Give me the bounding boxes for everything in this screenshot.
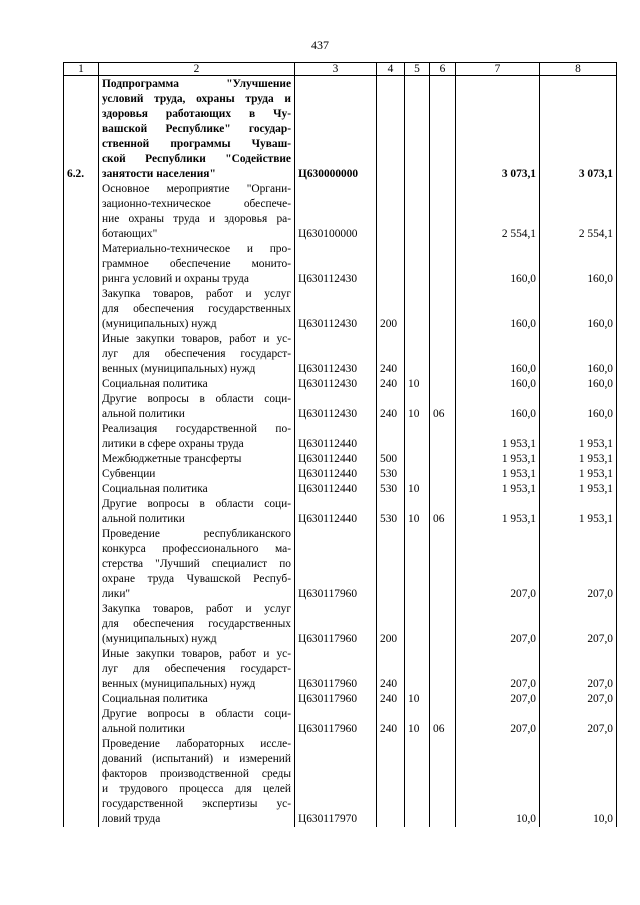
- amount-col7: 1 953,1: [456, 422, 540, 452]
- row-name-line: здоровья работающих в Чу-: [102, 108, 291, 120]
- row-number: [64, 392, 99, 422]
- target-code: Ц630000000: [295, 76, 377, 183]
- subsection-code: [430, 76, 456, 183]
- expense-type: 500: [377, 452, 405, 467]
- row-name: [99, 482, 295, 497]
- amount-col7: 207,0: [456, 527, 540, 602]
- amount-col8: 2 554,1: [540, 182, 617, 242]
- row-number: [64, 497, 99, 527]
- row-name-line: стерства "Лучший специалист по: [102, 558, 291, 570]
- section-code: 10: [405, 482, 430, 497]
- amount-col8: 160,0: [540, 242, 617, 287]
- row-name-line: занятости населения": [102, 168, 216, 180]
- row-name-line: Закупка товаров, работ и услуг: [102, 603, 291, 615]
- row-name: [99, 332, 295, 377]
- column-header: 4: [377, 63, 405, 76]
- expense-type: 240: [377, 392, 405, 422]
- column-header: 2: [99, 63, 295, 76]
- amount-col8: 1 953,1: [540, 467, 617, 482]
- subsection-code: [430, 332, 456, 377]
- table-row: [64, 332, 617, 377]
- target-code: Ц630112430: [295, 377, 377, 392]
- subsection-code: [430, 647, 456, 692]
- row-name-line: ской Республики "Содействие: [102, 153, 291, 165]
- expense-type: [377, 422, 405, 452]
- row-name-line: Проведение республиканского: [102, 528, 291, 540]
- target-code: Ц630117960: [295, 707, 377, 737]
- row-name: [99, 497, 295, 527]
- amount-col7: 1 953,1: [456, 467, 540, 482]
- row-name-line: для обеспечения государственных: [102, 303, 291, 315]
- row-name: [99, 182, 295, 242]
- budget-table: [63, 62, 617, 827]
- row-number: [64, 452, 99, 467]
- target-code: Ц630112430: [295, 332, 377, 377]
- subsection-code: 06: [430, 497, 456, 527]
- section-code: 10: [405, 377, 430, 392]
- target-code: Ц630117960: [295, 527, 377, 602]
- row-number: [64, 707, 99, 737]
- expense-type: 530: [377, 467, 405, 482]
- amount-col8: 207,0: [540, 647, 617, 692]
- column-header: 7: [456, 63, 540, 76]
- amount-col8: 160,0: [540, 392, 617, 422]
- expense-type: 240: [377, 692, 405, 707]
- row-name-line: альной политики: [102, 513, 185, 525]
- row-name-line: условий труда, охраны труда и: [102, 93, 291, 105]
- expense-type: 240: [377, 707, 405, 737]
- row-name: [99, 737, 295, 827]
- section-code: [405, 76, 430, 183]
- amount-col7: 207,0: [456, 602, 540, 647]
- row-name: [99, 707, 295, 737]
- row-name-line: луг для обеспечения государст-: [102, 348, 291, 360]
- amount-col7: 10,0: [456, 737, 540, 827]
- row-name-line: лики": [102, 588, 131, 600]
- subsection-code: 06: [430, 392, 456, 422]
- expense-type: [377, 182, 405, 242]
- section-code: 10: [405, 497, 430, 527]
- section-code: [405, 182, 430, 242]
- table-row: [64, 242, 617, 287]
- amount-col7: 1 953,1: [456, 497, 540, 527]
- row-name: [99, 377, 295, 392]
- row-name-line: Социальная политика: [102, 693, 208, 705]
- expense-type: [377, 527, 405, 602]
- table-row: [64, 707, 617, 737]
- amount-col8: 207,0: [540, 692, 617, 707]
- amount-col8: 160,0: [540, 332, 617, 377]
- target-code: Ц630117960: [295, 602, 377, 647]
- row-name-line: Межбюджетные трансферты: [102, 453, 242, 465]
- subsection-code: 06: [430, 707, 456, 737]
- column-header: 5: [405, 63, 430, 76]
- row-name-line: и трудового процесса для целей: [102, 783, 291, 795]
- row-name-line: ботающих": [102, 228, 158, 240]
- row-name-line: ние охраны труда и здоровья ра-: [102, 213, 291, 225]
- amount-col8: 1 953,1: [540, 452, 617, 467]
- amount-col7: 207,0: [456, 707, 540, 737]
- amount-col7: 160,0: [456, 287, 540, 332]
- row-number: [64, 602, 99, 647]
- target-code: Ц630117960: [295, 692, 377, 707]
- subsection-code: [430, 422, 456, 452]
- row-number: [64, 692, 99, 707]
- row-name: [99, 602, 295, 647]
- expense-type: 200: [377, 602, 405, 647]
- amount-col8: 207,0: [540, 602, 617, 647]
- section-code: [405, 287, 430, 332]
- target-code: Ц630112430: [295, 392, 377, 422]
- row-name-line: Социальная политика: [102, 483, 208, 495]
- section-code: [405, 602, 430, 647]
- row-number: [64, 422, 99, 452]
- row-number: [64, 737, 99, 827]
- column-number-row: [64, 63, 617, 76]
- row-name-line: литики в сфере охраны труда: [102, 438, 244, 450]
- amount-col8: 3 073,1: [540, 76, 617, 183]
- row-name-line: альной политики: [102, 408, 185, 420]
- subsection-code: [430, 182, 456, 242]
- target-code: Ц630112440: [295, 467, 377, 482]
- target-code: Ц630112430: [295, 287, 377, 332]
- amount-col8: 160,0: [540, 287, 617, 332]
- row-name-line: конкурса профессионального ма-: [102, 543, 291, 555]
- section-code: 10: [405, 392, 430, 422]
- table-row: [64, 377, 617, 392]
- expense-type: 240: [377, 332, 405, 377]
- row-name-line: Материально-техническое и про-: [102, 243, 291, 255]
- row-name-line: (муниципальных) нужд: [102, 633, 217, 645]
- table-row: [64, 692, 617, 707]
- target-code: Ц630112440: [295, 482, 377, 497]
- amount-col8: 207,0: [540, 527, 617, 602]
- row-name-line: Подпрограмма "Улучшение: [102, 78, 291, 90]
- section-code: [405, 452, 430, 467]
- amount-col7: 1 953,1: [456, 482, 540, 497]
- row-name: [99, 647, 295, 692]
- row-name-line: Проведение лабораторных иссле-: [102, 738, 291, 750]
- section-code: [405, 242, 430, 287]
- expense-type: 200: [377, 287, 405, 332]
- amount-col8: 10,0: [540, 737, 617, 827]
- row-name-line: зационно-техническое обеспече-: [102, 198, 291, 210]
- target-code: Ц630100000: [295, 182, 377, 242]
- section-code: [405, 467, 430, 482]
- row-name-line: Субвенции: [102, 468, 156, 480]
- table-row: [64, 76, 617, 183]
- subsection-code: [430, 602, 456, 647]
- row-name-line: Социальная политика: [102, 378, 208, 390]
- table-row: [64, 647, 617, 692]
- table-row: [64, 467, 617, 482]
- row-name: [99, 242, 295, 287]
- row-name-line: ственной программы Чуваш-: [102, 138, 291, 150]
- row-number: [64, 527, 99, 602]
- column-header: 8: [540, 63, 617, 76]
- row-name-line: Основное мероприятие "Органи-: [102, 183, 291, 195]
- row-name: [99, 392, 295, 422]
- row-name-line: Иные закупки товаров, работ и ус-: [102, 333, 291, 345]
- row-name: [99, 467, 295, 482]
- row-name-line: Иные закупки товаров, работ и ус-: [102, 648, 291, 660]
- amount-col7: 160,0: [456, 377, 540, 392]
- subsection-code: [430, 377, 456, 392]
- expense-type: [377, 242, 405, 287]
- amount-col8: 160,0: [540, 377, 617, 392]
- target-code: Ц630117970: [295, 737, 377, 827]
- row-name-line: луг для обеспечения государст-: [102, 663, 291, 675]
- row-name-line: дований (испытаний) и измерений: [102, 753, 291, 765]
- table-row: [64, 287, 617, 332]
- target-code: Ц630117960: [295, 647, 377, 692]
- column-header: 3: [295, 63, 377, 76]
- expense-type: 240: [377, 377, 405, 392]
- amount-col7: 160,0: [456, 242, 540, 287]
- row-name-line: для обеспечения государственных: [102, 618, 291, 630]
- row-number: 6.2.: [64, 76, 99, 183]
- row-number: [64, 377, 99, 392]
- amount-col7: 3 073,1: [456, 76, 540, 183]
- expense-type: [377, 76, 405, 183]
- section-code: [405, 422, 430, 452]
- section-code: [405, 647, 430, 692]
- table-row: [64, 527, 617, 602]
- table-row: [64, 497, 617, 527]
- row-name-line: Другие вопросы в области соци-: [102, 498, 291, 510]
- row-name: [99, 76, 295, 183]
- row-name-line: (муниципальных) нужд: [102, 318, 217, 330]
- row-number: [64, 242, 99, 287]
- expense-type: 530: [377, 497, 405, 527]
- row-name: [99, 422, 295, 452]
- table-row: [64, 422, 617, 452]
- amount-col7: 207,0: [456, 647, 540, 692]
- row-number: [64, 287, 99, 332]
- expense-type: 240: [377, 647, 405, 692]
- row-name-line: ринга условий и охраны труда: [102, 273, 249, 285]
- amount-col7: 2 554,1: [456, 182, 540, 242]
- section-code: 10: [405, 707, 430, 737]
- subsection-code: [430, 287, 456, 332]
- subsection-code: [430, 482, 456, 497]
- section-code: [405, 527, 430, 602]
- row-name-line: Другие вопросы в области соци-: [102, 393, 291, 405]
- row-number: [64, 182, 99, 242]
- target-code: Ц630112440: [295, 422, 377, 452]
- amount-col8: 207,0: [540, 707, 617, 737]
- subsection-code: [430, 692, 456, 707]
- target-code: Ц630112440: [295, 452, 377, 467]
- target-code: Ц630112430: [295, 242, 377, 287]
- row-number: [64, 332, 99, 377]
- table-row: [64, 452, 617, 467]
- amount-col7: 160,0: [456, 392, 540, 422]
- subsection-code: [430, 467, 456, 482]
- table-row: [64, 182, 617, 242]
- row-name: [99, 287, 295, 332]
- row-name: [99, 452, 295, 467]
- section-code: [405, 332, 430, 377]
- section-code: [405, 737, 430, 827]
- row-number: [64, 482, 99, 497]
- row-name: [99, 692, 295, 707]
- amount-col8: 1 953,1: [540, 482, 617, 497]
- row-name: [99, 527, 295, 602]
- page-number: 437: [311, 38, 329, 52]
- row-name-line: граммное обеспечение монито-: [102, 258, 291, 270]
- row-number: [64, 467, 99, 482]
- table-row: [64, 602, 617, 647]
- amount-col8: 1 953,1: [540, 497, 617, 527]
- subsection-code: [430, 527, 456, 602]
- expense-type: [377, 737, 405, 827]
- row-name-line: венных (муниципальных) нужд: [102, 363, 256, 375]
- amount-col7: 160,0: [456, 332, 540, 377]
- amount-col8: 1 953,1: [540, 422, 617, 452]
- subsection-code: [430, 737, 456, 827]
- row-name-line: вашской Республике" государ-: [102, 123, 291, 135]
- table-row: [64, 737, 617, 827]
- subsection-code: [430, 242, 456, 287]
- row-name-line: Реализация государственной по-: [102, 423, 291, 435]
- row-name-line: охране труда Чувашской Респуб-: [102, 573, 291, 585]
- column-header: 6: [430, 63, 456, 76]
- column-header: 1: [64, 63, 99, 76]
- row-name-line: Другие вопросы в области соци-: [102, 708, 291, 720]
- table-row: [64, 482, 617, 497]
- row-name-line: Закупка товаров, работ и услуг: [102, 288, 291, 300]
- expense-type: 530: [377, 482, 405, 497]
- row-name-line: ловий труда: [102, 813, 161, 825]
- amount-col7: 207,0: [456, 692, 540, 707]
- amount-col7: 1 953,1: [456, 452, 540, 467]
- target-code: Ц630112440: [295, 497, 377, 527]
- row-number: [64, 647, 99, 692]
- row-name-line: венных (муниципальных) нужд: [102, 678, 256, 690]
- table-row: [64, 392, 617, 422]
- row-name-line: государственной экспертизы ус-: [102, 798, 291, 810]
- row-name-line: альной политики: [102, 723, 185, 735]
- section-code: 10: [405, 692, 430, 707]
- subsection-code: [430, 452, 456, 467]
- row-name-line: факторов производственной среды: [102, 768, 291, 780]
